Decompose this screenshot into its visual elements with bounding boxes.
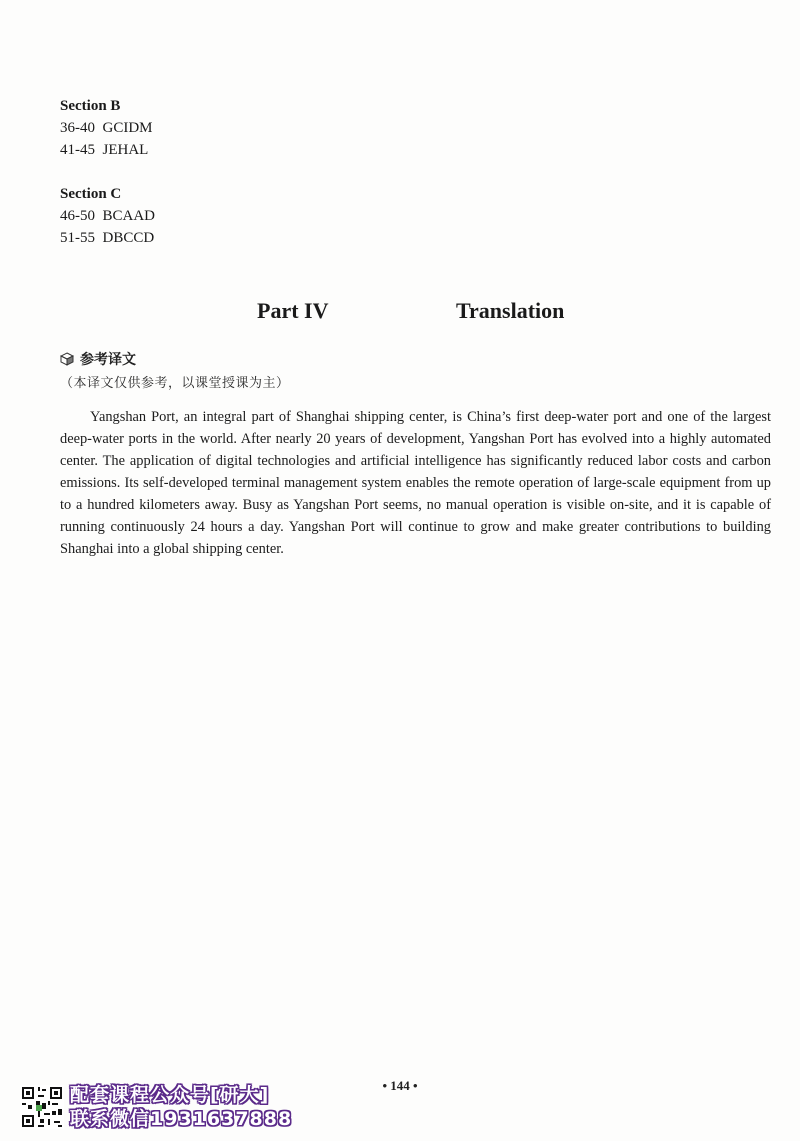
page-number: • 144 • bbox=[382, 1078, 418, 1093]
section-c-title: Section C bbox=[60, 186, 122, 202]
answer-line: 46-50 BCAAD bbox=[60, 208, 156, 224]
part-label: Part IV bbox=[257, 298, 329, 323]
section-b bbox=[60, 95, 153, 161]
answer-line: 41-45 JEHAL bbox=[60, 142, 149, 158]
reference-heading bbox=[60, 348, 136, 370]
section-b-title: Section B bbox=[60, 98, 121, 114]
watermark-text bbox=[70, 1082, 292, 1132]
answer-line: 51-55 DBCCD bbox=[60, 230, 155, 246]
cube-icon bbox=[60, 352, 74, 366]
watermark bbox=[20, 1082, 292, 1132]
reference-heading-text: 参考译文 bbox=[80, 352, 136, 368]
part-title: Translation bbox=[456, 298, 565, 323]
answer-line: 36-40 GCIDM bbox=[60, 120, 153, 136]
watermark-line: 联系微信1931637888 bbox=[70, 1108, 293, 1130]
qr-code-icon bbox=[20, 1085, 64, 1129]
section-c bbox=[60, 183, 155, 249]
reference-note: （本译文仅供参考，以课堂授课为主） bbox=[60, 376, 290, 391]
watermark-line: 配套课程公众号[研大] bbox=[70, 1084, 270, 1106]
translation-paragraph: Yangshan Port, an integral part of Shanghai shipping center, is China’s first deep-water port and one of the largest deep-water ports in the world. After nearly 20 years of development, Yangshan Port has evolved into a highly automated center. The application of digital technologies and artificial intelligence has significantly reduced labor costs and carbon emissions. Its self-developed terminal management system enables the remote operation of large-scale equipment from up to a hundred kilometers away. Busy as Yangshan Port seems, no manual operation is visible on-site, and it is capable of running continuously 24 hours a day. Yangshan Port will continue to grow and make greater contributions to building Shanghai into a global shipping center. bbox=[60, 409, 771, 557]
